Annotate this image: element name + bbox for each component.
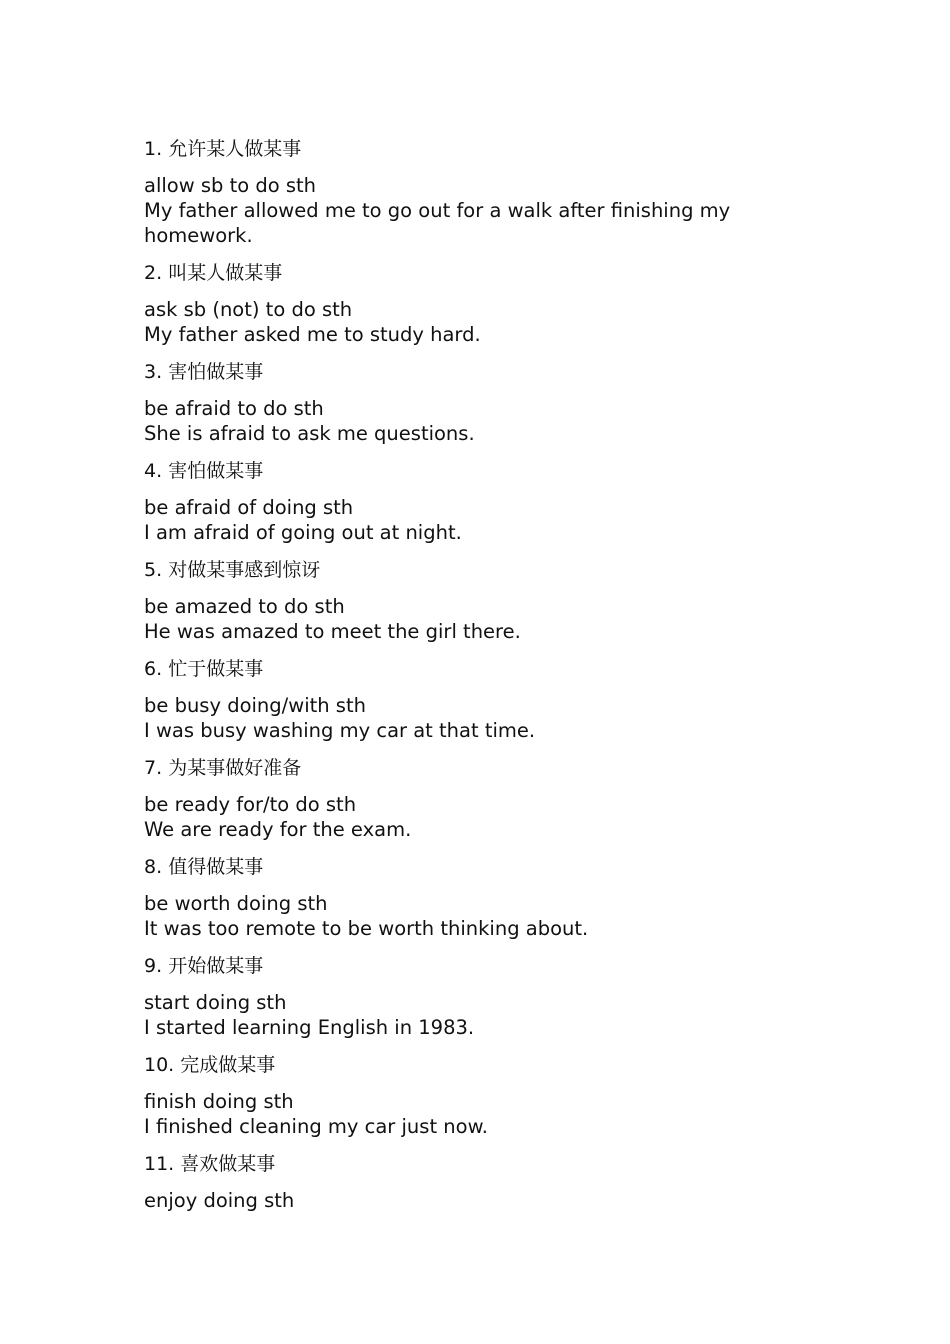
- entry-chinese: 完成做某事: [180, 1054, 276, 1076]
- entry-number: 5.: [144, 559, 163, 581]
- entry-heading: [144, 755, 824, 781]
- entry-heading: [144, 136, 824, 162]
- entry-heading: [144, 953, 824, 979]
- entry-example: She is afraid to ask me questions.: [144, 422, 475, 445]
- entry-example: We are ready for the exam.: [144, 818, 412, 841]
- entry-number: 10.: [144, 1054, 175, 1076]
- entry-number: 11.: [144, 1153, 175, 1175]
- entry-phrase: start doing sth: [144, 991, 287, 1014]
- entry-heading: [144, 557, 824, 583]
- entry-phrase: be worth doing sth: [144, 892, 328, 915]
- entry-phrase: be amazed to do sth: [144, 595, 345, 618]
- entry-chinese: 为某事做好准备: [168, 757, 302, 779]
- entry-5: [144, 557, 824, 644]
- entry-number: 1.: [144, 138, 163, 160]
- entry-example: I finished cleaning my car just now.: [144, 1115, 488, 1138]
- entry-1: [144, 136, 824, 248]
- entry-number: 6.: [144, 658, 163, 680]
- entry-chinese: 值得做某事: [168, 856, 264, 878]
- entry-chinese: 对做某事感到惊讶: [168, 559, 321, 581]
- entry-8: [144, 854, 824, 941]
- entry-phrase: allow sb to do sth: [144, 174, 317, 197]
- entry-phrase: ask sb (not) to do sth: [144, 298, 353, 321]
- entry-number: 8.: [144, 856, 163, 878]
- entry-number: 9.: [144, 955, 163, 977]
- entry-example: My father allowed me to go out for a walk after finishing my homework.: [144, 199, 731, 247]
- entry-chinese: 喜欢做某事: [180, 1153, 276, 1175]
- entry-number: 4.: [144, 460, 163, 482]
- entry-example: I am afraid of going out at night.: [144, 521, 462, 544]
- entry-heading: [144, 854, 824, 880]
- entry-example: I was busy washing my car at that time.: [144, 719, 536, 742]
- entry-chinese: 害怕做某事: [168, 361, 264, 383]
- entry-4: [144, 458, 824, 545]
- entry-example: I started learning English in 1983.: [144, 1016, 475, 1039]
- entry-phrase: be ready for/to do sth: [144, 793, 357, 816]
- entry-chinese: 开始做某事: [168, 955, 264, 977]
- entry-phrase: be busy doing/with sth: [144, 694, 366, 717]
- document-page: [144, 136, 824, 1225]
- entry-7: [144, 755, 824, 842]
- entry-chinese: 害怕做某事: [168, 460, 264, 482]
- entry-phrase: finish doing sth: [144, 1090, 294, 1113]
- entry-heading: [144, 656, 824, 682]
- entry-number: 3.: [144, 361, 163, 383]
- entry-3: [144, 359, 824, 446]
- entry-2: [144, 260, 824, 347]
- entry-heading: [144, 1052, 824, 1078]
- entry-10: [144, 1052, 824, 1139]
- entry-heading: [144, 458, 824, 484]
- entry-9: [144, 953, 824, 1040]
- entry-number: 7.: [144, 757, 163, 779]
- entry-chinese: 允许某人做某事: [168, 138, 302, 160]
- entry-heading: [144, 260, 824, 286]
- entry-example: He was amazed to meet the girl there.: [144, 620, 521, 643]
- entry-phrase: enjoy doing sth: [144, 1189, 295, 1212]
- entry-11: [144, 1151, 824, 1213]
- entry-chinese: 叫某人做某事: [168, 262, 283, 284]
- entry-number: 2.: [144, 262, 163, 284]
- entry-heading: [144, 359, 824, 385]
- entry-phrase: be afraid to do sth: [144, 397, 324, 420]
- entry-example: It was too remote to be worth thinking about.: [144, 917, 589, 940]
- entry-phrase: be afraid of doing sth: [144, 496, 354, 519]
- entry-heading: [144, 1151, 824, 1177]
- entry-6: [144, 656, 824, 743]
- entry-chinese: 忙于做某事: [168, 658, 264, 680]
- entry-example: My father asked me to study hard.: [144, 323, 481, 346]
